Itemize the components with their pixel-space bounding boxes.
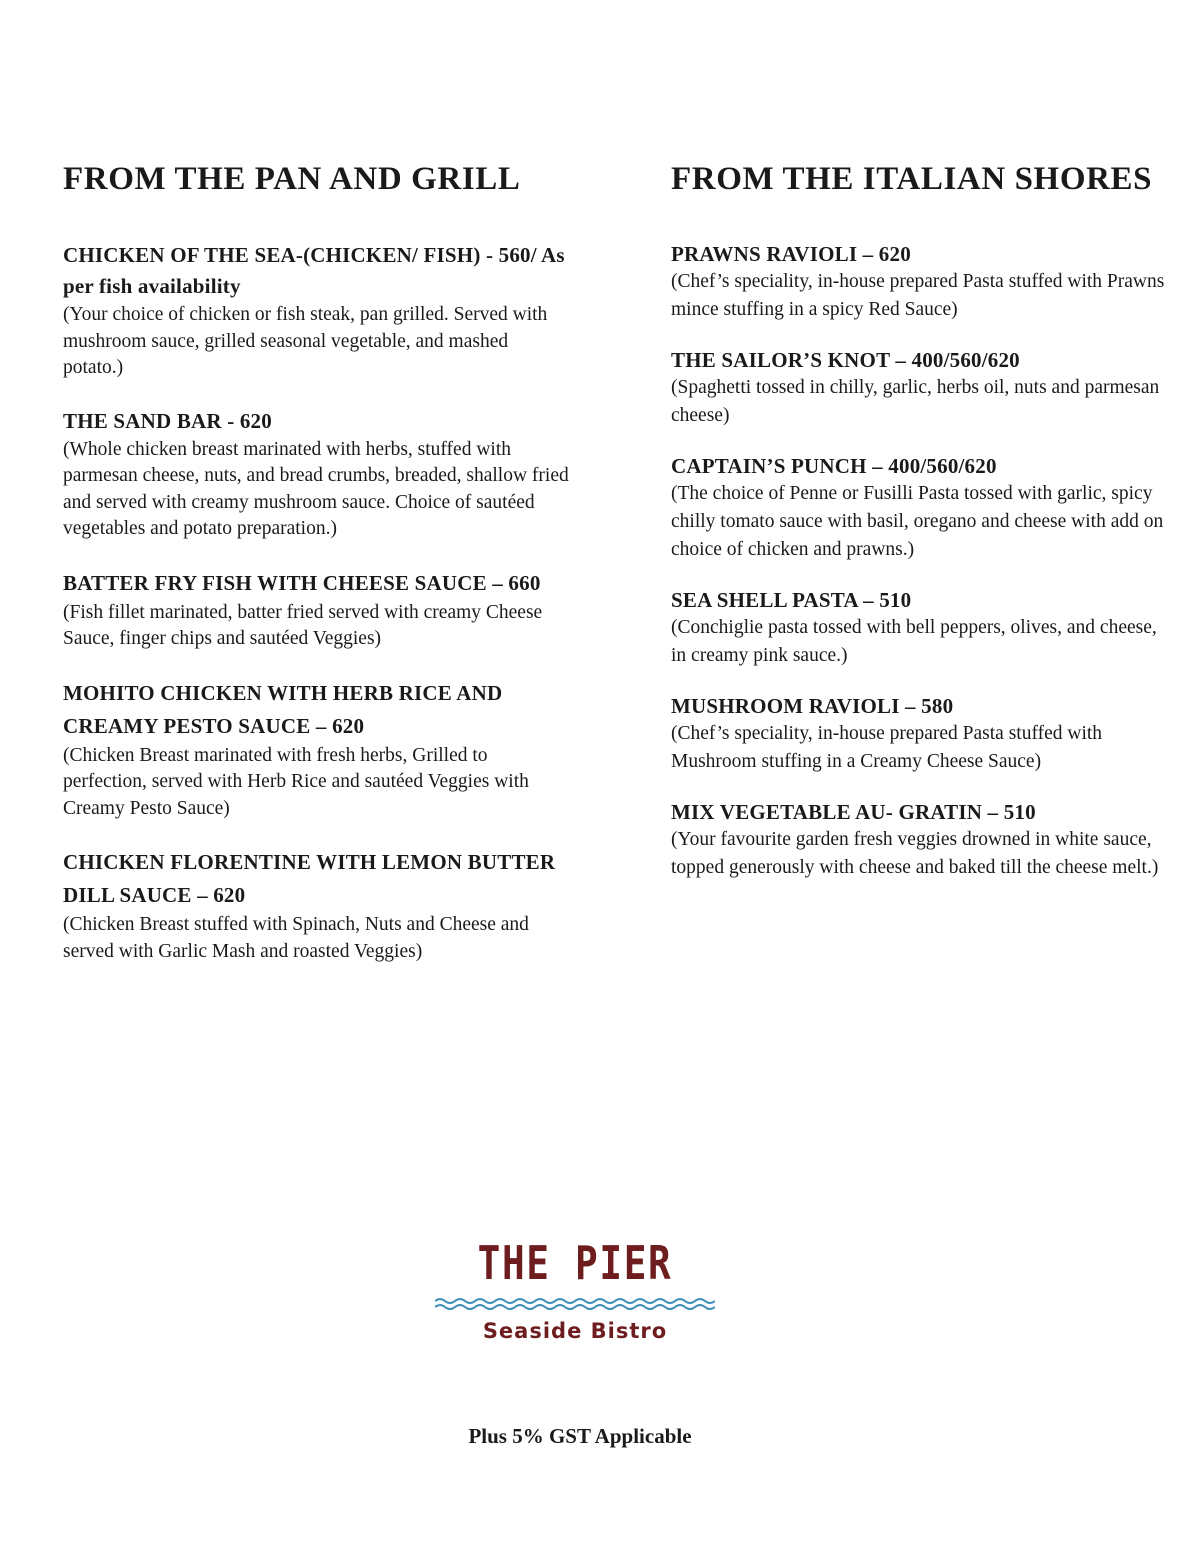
menu-item-description: (Your choice of chicken or fish steak, pan grilled. Served with mushroom sauce, grilled seasonal vegetable, and mashed potato.) — [63, 304, 548, 378]
menu-item-description: (Conchiglie pasta tossed with bell peppers, olives, and cheese, in creamy pink sauce.) — [671, 617, 1157, 666]
logo-subtitle: Seaside Bistro — [482, 1319, 668, 1343]
section-title: FROM THE ITALIAN SHORES — [671, 161, 1153, 197]
pan-and-grill-section — [63, 158, 573, 989]
menu-item-description: (Fish fillet marinated, batter fried served with creamy Cheese Sauce, finger chips and sautéed Veggies) — [63, 601, 543, 649]
logo-title: THE PIER — [477, 1236, 673, 1290]
menu-item — [671, 798, 1171, 882]
section-title: FROM THE PAN AND GRILL — [63, 161, 521, 197]
menu-item — [671, 240, 1171, 324]
menu-item-description: (Chef’s speciality, in-house prepared Pasta stuffed with Prawns mince stuffing in a spicy Red Sauce) — [671, 271, 1165, 320]
menu-item-description: (Chicken Breast stuffed with Spinach, Nuts and Cheese and served with Garlic Mash and roasted Veggies) — [63, 914, 529, 962]
menu-item-name: THE SAND BAR - 620 — [63, 408, 272, 433]
menu-item — [671, 346, 1171, 430]
menu-item-description: (Chicken Breast marinated with fresh herbs, Grilled to perfection, served with Herb Rice and sautéed Veggies with Creamy Pesto Sauce) — [63, 744, 529, 819]
menu-item-description: (Spaghetti tossed in chilly, garlic, herbs oil, nuts and parmesan cheese) — [671, 377, 1160, 426]
menu-item — [63, 677, 573, 823]
menu-item-description: (The choice of Penne or Fusilli Pasta tossed with garlic, spicy chilly tomato sauce with basil, oregano and cheese with add on choice of chicken and prawns.) — [671, 483, 1164, 560]
menu-item-description: (Whole chicken breast marinated with herbs, stuffed with parmesan cheese, nuts, and bread crumbs, breaded, shallow fried and served with creamy mushroom sauce. Choice of sautéed vegetables and potato preparation.) — [63, 438, 569, 539]
menu-item-name: CAPTAIN’S PUNCH – 400/560/620 — [671, 454, 997, 478]
menu-item-name: PRAWNS RAVIOLI – 620 — [671, 242, 911, 266]
menu-item-name: MUSHROOM RAVIOLI – 580 — [671, 694, 954, 718]
restaurant-logo — [433, 1235, 717, 1343]
italian-shores-section — [671, 158, 1171, 904]
menu-item-name: CHICKEN FLORENTINE WITH LEMON BUTTER DILL SAUCE – 620 — [63, 850, 556, 907]
menu-item-name: MIX VEGETABLE AU- GRATIN – 510 — [671, 800, 1036, 824]
menu-item — [671, 586, 1171, 670]
tax-note: Plus 5% GST Applicable — [468, 1424, 692, 1448]
wave-icon — [435, 1297, 715, 1311]
menu-item-name: THE SAILOR’S KNOT – 400/560/620 — [671, 348, 1020, 372]
menu-item — [63, 846, 573, 965]
menu-item — [63, 567, 573, 653]
menu-item-name: MOHITO CHICKEN WITH HERB RICE AND CREAMY PESTO SAUCE – 620 — [63, 680, 503, 738]
menu-item — [63, 406, 573, 543]
menu-item-name: SEA SHELL PASTA – 510 — [671, 588, 912, 612]
menu-item — [63, 240, 573, 382]
menu-item-name: BATTER FRY FISH WITH CHEESE SAUCE – 660 — [63, 570, 541, 595]
menu-item-description: (Your favourite garden fresh veggies drowned in white sauce, topped generously with cheese and baked till the cheese melt.) — [671, 829, 1159, 878]
menu-item-description: (Chef’s speciality, in-house prepared Pasta stuffed with Mushroom stuffing in a Creamy Cheese Sauce) — [671, 723, 1103, 772]
menu-item-name: CHICKEN OF THE SEA-(CHICKEN/ FISH) - 560/ As per fish availability — [63, 243, 565, 298]
menu-item — [671, 692, 1171, 776]
menu-item — [671, 452, 1171, 564]
